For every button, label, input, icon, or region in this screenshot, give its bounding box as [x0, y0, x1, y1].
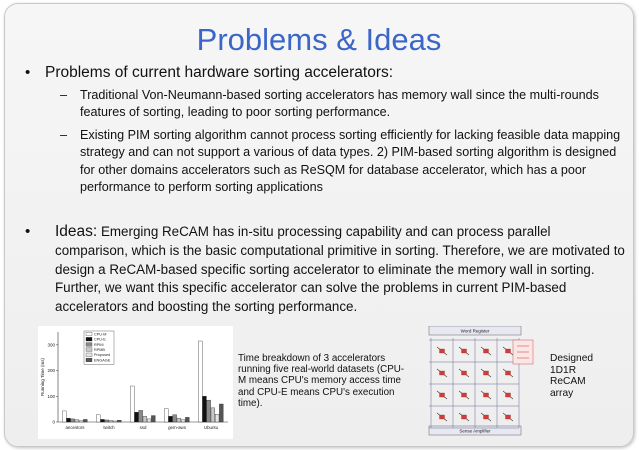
bar-rpmb-1 — [109, 420, 113, 422]
bar-engage-4 — [219, 404, 223, 422]
cell-resistor — [440, 349, 445, 353]
bar-proposed-4 — [215, 414, 219, 422]
dash-marker: – — [60, 128, 68, 142]
bar-rpim-4 — [207, 400, 211, 422]
bar-proposed-3 — [181, 420, 185, 422]
cell-resistor — [462, 415, 467, 419]
ideas-text: Emerging ReCAM has in-situ processing capability and can process parallel comparison, which is the basic computational primitive in sorting. Therefore, we are motivated to design a ReCAM-based specific sorting accelerator to eliminate the memory wall in sorting. Further, we want this specific accelerator can solve the problems in current PIM-based accelerators and boosting the sorting performance. — [55, 224, 625, 315]
bar-cpu-m-2 — [130, 386, 134, 422]
sub-bullet-pim — [60, 127, 628, 196]
bar-rpmb-4 — [211, 408, 215, 422]
x-tick-label: ssd — [139, 425, 147, 430]
y-tick-label: 200 — [47, 368, 55, 374]
x-tick-label: twitch — [103, 425, 115, 430]
sense-amplifier-label: Sense Amplifier — [459, 428, 491, 434]
sub-bullet-text: Existing PIM sorting algorithm cannot process sorting efficiently for lacking feasible data mapping strategy and can not support a various of data types. 2) PIM-based sorting algorithm is designed for other domains accelerators such as ReSQM for database accelerator, which has a poor performance to perform sorting applications — [80, 128, 621, 194]
bar-engage-0 — [83, 419, 87, 422]
y-tick-label: 100 — [47, 393, 55, 399]
cell-resistor — [484, 349, 489, 353]
word-register-label: Word Register — [460, 328, 490, 334]
diagram-caption: Designed 1D1R ReCAM array — [550, 353, 594, 399]
cell-resistor — [462, 371, 467, 375]
legend-swatch — [86, 343, 92, 347]
legend-swatch — [86, 353, 92, 357]
bullet-dot: • — [25, 64, 31, 81]
bar-engage-1 — [117, 420, 121, 422]
bar-rpmb-3 — [177, 418, 181, 422]
bar-proposed-0 — [79, 421, 83, 422]
bar-rpim-2 — [139, 410, 143, 422]
bar-rpim-0 — [71, 419, 75, 422]
bullet-ideas — [25, 223, 625, 317]
bar-proposed-2 — [147, 419, 151, 422]
bar-rpmb-0 — [75, 420, 79, 422]
x-tick-label: gem-aws — [168, 425, 186, 430]
bar-cpu-e-2 — [135, 412, 139, 422]
bar-proposed-1 — [113, 421, 117, 422]
bar-rpim-1 — [105, 420, 109, 422]
cell-resistor — [440, 371, 445, 375]
cell-resistor — [462, 393, 467, 397]
bar-engage-2 — [151, 416, 155, 422]
bar-cpu-e-4 — [203, 396, 207, 422]
cell-resistor — [506, 393, 511, 397]
bar-cpu-m-4 — [198, 341, 202, 422]
bar-cpu-e-0 — [67, 418, 71, 422]
y-axis-label: Running Time (ms) — [40, 357, 45, 397]
sub-bullet-von-neumann — [60, 87, 628, 122]
x-tick-label: ancestors — [65, 425, 85, 430]
bar-rpim-3 — [173, 415, 177, 422]
bar-rpmb-2 — [143, 416, 147, 422]
bar-cpu-m-0 — [62, 411, 66, 422]
ideas-label: Ideas: — [55, 223, 98, 240]
y-tick-label: 0 — [52, 419, 55, 425]
bar-cpu-m-3 — [164, 409, 168, 422]
cell-resistor — [440, 393, 445, 397]
cell-resistor — [484, 393, 489, 397]
cell-resistor — [440, 415, 445, 419]
legend-label: RPIM — [94, 342, 104, 347]
bar-cpu-m-1 — [96, 415, 100, 422]
legend-swatch — [86, 332, 92, 336]
slide — [4, 3, 634, 447]
legend-swatch — [86, 358, 92, 362]
sub-bullet-text: Traditional Von-Neumann-based sorting accelerators has memory wall since the multi-rounds features of sorting, leading to poor sorting performance. — [80, 88, 599, 120]
legend-swatch — [86, 348, 92, 352]
y-tick-label: 300 — [47, 342, 55, 348]
cell-resistor — [506, 371, 511, 375]
legend-label: ENGAGE — [94, 358, 111, 363]
x-tick-label: Ubuntu — [203, 425, 219, 430]
bullet-problems — [25, 63, 623, 83]
cell-resistor — [462, 349, 467, 353]
dash-marker: – — [60, 88, 68, 102]
legend-swatch — [86, 337, 92, 341]
slide-title: Problems & Ideas — [196, 22, 442, 57]
bullet-dot: • — [25, 223, 31, 240]
cell-grid — [429, 338, 519, 428]
bullet-problems-text: Problems of current hardware sorting accelerators: — [45, 64, 394, 81]
bar-cpu-e-1 — [101, 419, 105, 422]
legend-label: CPU-E — [94, 337, 106, 342]
legend-label: CPU-M — [94, 332, 107, 337]
legend-label: Proposed — [94, 353, 111, 358]
cell-resistor — [506, 349, 511, 353]
bar-engage-3 — [185, 417, 189, 422]
legend-label: RPMB — [94, 348, 105, 352]
cell-resistor — [484, 415, 489, 419]
bar-cpu-e-3 — [169, 416, 173, 422]
chart-caption: Time breakdown of 3 accelerators running five real-world datasets (CPU-M means CPU's memory access time and CPU-E means CPU's execution time). — [238, 353, 405, 409]
cell-resistor — [484, 371, 489, 375]
recam-array-diagram — [411, 326, 535, 436]
time-breakdown-chart — [38, 326, 233, 439]
cell-resistor — [506, 415, 511, 419]
